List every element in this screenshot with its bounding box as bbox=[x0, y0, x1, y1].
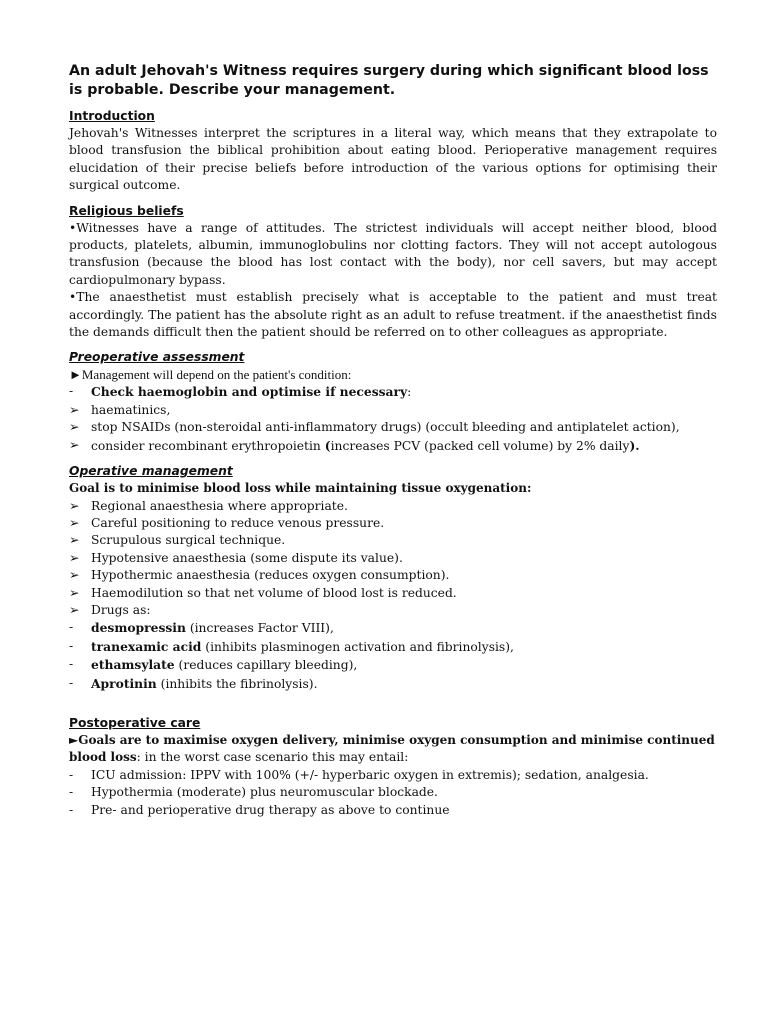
introduction-heading: Introduction bbox=[69, 109, 155, 123]
epo-text-b: ( bbox=[324, 437, 331, 453]
drug-desc: (reduces capillary bleeding), bbox=[174, 658, 358, 673]
list-item: ➢ Haemodilution so that net volume of blood lost is reduced. bbox=[69, 585, 717, 602]
arrow-bullet-icon: ➢ bbox=[69, 585, 80, 600]
list-item: - ICU admission: IPPV with 100% (+/- hyperbaric oxygen in extremis); sedation, analgesia. bbox=[69, 767, 717, 784]
arrow-bullet-icon: ➢ bbox=[69, 533, 80, 548]
arrow-bullet-icon: ➢ bbox=[69, 402, 80, 417]
list-item: ➢ Drugs as: bbox=[69, 602, 717, 619]
dash-marker: - bbox=[69, 657, 74, 672]
dash-marker: - bbox=[69, 620, 74, 635]
dash-marker: - bbox=[69, 785, 74, 800]
drug-item bbox=[69, 619, 717, 637]
list-item bbox=[69, 402, 717, 419]
check-hb-tail: : bbox=[407, 385, 412, 400]
introduction-text: Jehovah's Witnesses interpret the scriptures in a literal way, which means that they extrapolate to blood transfusion the biblical prohibition about eating blood. Perioperative management requires elucidation of their precise beliefs before introduction of the various options for optimising their surgical outcome. bbox=[69, 126, 717, 193]
list-item: ➢ Regional anaesthesia where appropriate. bbox=[69, 498, 717, 515]
list-item bbox=[69, 437, 717, 455]
postoperative-goal bbox=[69, 732, 717, 767]
drug-desc: (inhibits plasminogen activation and fibrinolysis), bbox=[201, 639, 514, 654]
list-item: ➢ Scrupulous surgical technique. bbox=[69, 532, 717, 549]
dash-marker: - bbox=[69, 802, 74, 817]
preop-item-text: haematinics, bbox=[91, 402, 171, 417]
drug-item bbox=[69, 656, 717, 674]
postop-goal-tail: : in the worst case scenario this may entail: bbox=[136, 750, 409, 765]
drug-item bbox=[69, 675, 717, 693]
check-hb-item bbox=[69, 383, 717, 401]
drug-desc: (inhibits the fibrinolysis). bbox=[156, 676, 318, 691]
operative-heading: Operative management bbox=[69, 464, 233, 479]
preoperative-heading: Preoperative assessment bbox=[69, 350, 245, 365]
drug-name: ethamsylate bbox=[91, 657, 175, 673]
preop-item-text: stop NSAIDs (non-steroidal anti-inflammatory drugs) (occult bleeding and antiplatelet action), bbox=[91, 420, 680, 435]
epo-text-a: consider recombinant erythropoietin bbox=[91, 438, 325, 453]
list-item: ➢ Hypothermic anaesthesia (reduces oxygen consumption). bbox=[69, 567, 717, 584]
religious-paragraph-1: •Witnesses have a range of attitudes. The strictest individuals will accept neither blood, blood products, platelets, albumin, immunoglobulins nor clotting factors. They will not accept autologous transfusion (because the blood has lost contact with the body), nor cell savers, but may accept cardiopulmonary bypass. bbox=[69, 220, 717, 287]
dash-marker: - bbox=[69, 767, 74, 782]
document-page bbox=[69, 62, 717, 819]
list-item bbox=[69, 419, 717, 436]
drug-item bbox=[69, 638, 717, 656]
preoperative-intro: ►Management will depend on the patient's condition: bbox=[69, 367, 352, 383]
check-hb-bold: Check haemoglobin and optimise if necessary bbox=[91, 384, 408, 400]
drug-desc: (increases Factor VIII), bbox=[185, 621, 334, 636]
list-item: ➢ Careful positioning to reduce venous pressure. bbox=[69, 515, 717, 532]
drug-name: desmopressin bbox=[91, 620, 186, 636]
drug-name: tranexamic acid bbox=[91, 638, 202, 654]
list-item: - Hypothermia (moderate) plus neuromuscular blockade. bbox=[69, 784, 717, 801]
religious-paragraph-2: •The anaesthetist must establish precisely what is acceptable to the patient and must treat accordingly. The patient has the absolute right as an adult to refuse treatment. if the anaesthetist finds the demands difficult then the patient should be referred on to other colleagues as appropriate. bbox=[69, 290, 717, 340]
list-item: ➢ Hypotensive anaesthesia (some dispute its value). bbox=[69, 550, 717, 567]
postop-goal-bold: ►Goals are to maximise oxygen delivery, minimise oxygen consumption and minimise continued blood loss bbox=[69, 732, 715, 765]
dash-marker: - bbox=[69, 384, 74, 399]
arrow-bullet-icon: ➢ bbox=[69, 602, 80, 617]
arrow-bullet-icon: ➢ bbox=[69, 568, 80, 583]
dash-marker: - bbox=[69, 675, 74, 690]
list-item: - Pre- and perioperative drug therapy as above to continue bbox=[69, 802, 717, 819]
epo-text-d: ). bbox=[629, 437, 640, 453]
arrow-bullet-icon: ➢ bbox=[69, 420, 80, 435]
arrow-bullet-icon: ➢ bbox=[69, 437, 80, 452]
epo-text-c: increases PCV (packed cell volume) by 2% daily bbox=[330, 438, 630, 453]
arrow-bullet-icon: ➢ bbox=[69, 515, 80, 530]
arrow-bullet-icon: ➢ bbox=[69, 550, 80, 565]
arrow-bullet-icon: ➢ bbox=[69, 498, 80, 513]
document-title: An adult Jehovah's Witness requires surgery during which significant blood loss is probable. Describe your management. bbox=[69, 63, 709, 98]
postoperative-heading: Postoperative care bbox=[69, 715, 201, 730]
operative-goal: Goal is to minimise blood loss while maintaining tissue oxygenation: bbox=[69, 481, 532, 496]
dash-marker: - bbox=[69, 638, 74, 653]
drug-name: Aprotinin bbox=[91, 675, 157, 691]
religious-beliefs-heading: Religious beliefs bbox=[69, 203, 184, 218]
